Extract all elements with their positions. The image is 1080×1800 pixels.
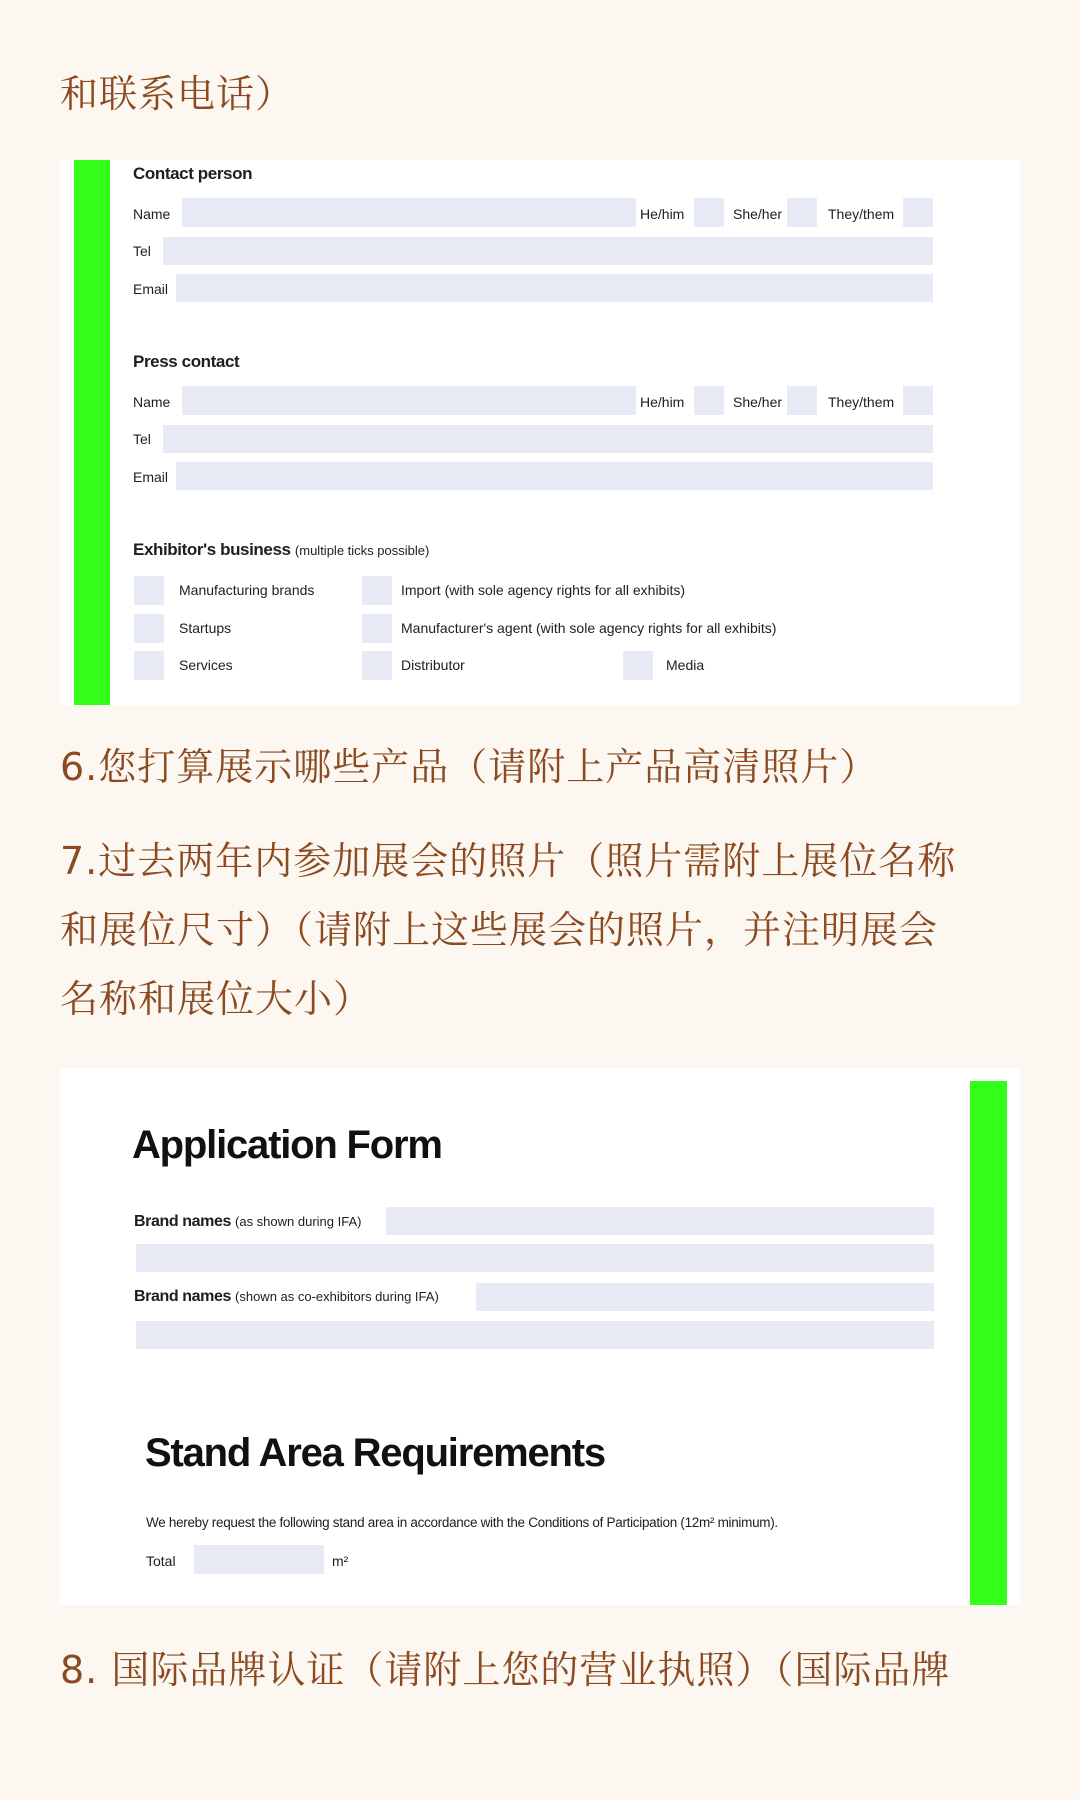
brand-names-field[interactable] (386, 1207, 934, 1235)
press-pronoun-he-checkbox[interactable] (694, 386, 724, 415)
business-distributor-checkbox[interactable] (362, 651, 392, 680)
business-agent-label: Manufacturer's agent (with sole agency rights for all exhibits) (401, 620, 777, 636)
contact-tel-label: Tel (133, 243, 151, 259)
business-startups-label: Startups (179, 620, 232, 636)
stand-area-text: We hereby request the following stand area in accordance with the Conditions of Participation (12m² minimum). (146, 1515, 778, 1530)
business-title: Exhibitor's business (133, 540, 291, 559)
press-name-label: Name (133, 394, 171, 410)
press-tel-label: Tel (133, 431, 151, 447)
press-email-label: Email (133, 469, 169, 485)
form-image-application (60, 1068, 1020, 1605)
business-startups-checkbox[interactable] (134, 614, 164, 643)
brand-names-note: (as shown during IFA) (235, 1214, 362, 1229)
contact-name-label: Name (133, 206, 171, 222)
brand-names-label (134, 1213, 361, 1231)
contact-pronoun-they-label: They/them (828, 206, 895, 222)
contact-email-label: Email (133, 281, 169, 297)
business-services-checkbox[interactable] (134, 651, 164, 680)
text-question-7-line-3: 名称和展位大小） (60, 977, 373, 1021)
press-contact-heading: Press contact (133, 352, 240, 371)
coexhibitor-brand-names-field[interactable] (476, 1283, 934, 1311)
business-heading (133, 540, 429, 560)
press-pronoun-she-checkbox[interactable] (787, 386, 817, 415)
business-media-checkbox[interactable] (623, 651, 653, 680)
business-manufacturing-checkbox[interactable] (134, 576, 164, 605)
business-agent-checkbox[interactable] (362, 614, 392, 643)
press-email-field[interactable] (176, 462, 933, 490)
press-pronoun-they-label: They/them (828, 394, 895, 410)
text-question-7-line-1: 7.过去两年内参加展会的照片（照片需附上展位名称 (60, 839, 957, 883)
green-accent-bar (74, 160, 110, 705)
press-pronoun-she-label: She/her (733, 394, 783, 410)
business-note: (multiple ticks possible) (294, 543, 430, 558)
business-manufacturing-label: Manufacturing brands (179, 582, 315, 598)
stand-unit-label: m² (332, 1553, 349, 1569)
contact-person-heading: Contact person (133, 164, 253, 183)
application-form-title: Application Form (132, 1123, 442, 1167)
business-services-label: Services (179, 657, 233, 673)
business-import-checkbox[interactable] (362, 576, 392, 605)
contact-pronoun-he-checkbox[interactable] (694, 198, 724, 227)
contact-name-field[interactable] (182, 198, 636, 227)
business-distributor-label: Distributor (401, 657, 465, 673)
contact-tel-field[interactable] (163, 237, 933, 265)
stand-total-field[interactable] (194, 1545, 324, 1574)
contact-pronoun-she-label: She/her (733, 206, 783, 222)
form-image-contacts (60, 160, 1020, 705)
coexhibitor-brand-names-note: (shown as co-exhibitors during IFA) (235, 1289, 439, 1304)
business-media-label: Media (666, 657, 705, 673)
business-import-label: Import (with sole agency rights for all exhibits) (401, 582, 685, 598)
press-name-field[interactable] (182, 386, 636, 415)
stand-area-title: Stand Area Requirements (145, 1431, 605, 1475)
press-pronoun-he-label: He/him (640, 394, 685, 410)
contact-pronoun-he-label: He/him (640, 206, 685, 222)
text-question-7-line-2: 和展位尺寸）（请附上这些展会的照片，并注明展会 (60, 908, 939, 952)
contact-pronoun-she-checkbox[interactable] (787, 198, 817, 227)
brand-names-field-line-2[interactable] (136, 1244, 934, 1272)
press-tel-field[interactable] (163, 425, 933, 453)
coexhibitor-brand-names-title: Brand names (134, 1288, 231, 1305)
green-accent-bar (970, 1081, 1007, 1605)
contact-pronoun-they-checkbox[interactable] (903, 198, 933, 227)
brand-names-title: Brand names (134, 1213, 231, 1230)
text-line-contact-phone: 和联系电话） (60, 72, 295, 116)
text-question-8: 8. 国际品牌认证（请附上您的营业执照）（国际品牌 (60, 1648, 951, 1692)
contact-email-field[interactable] (176, 274, 933, 302)
text-question-6: 6.您打算展示哪些产品（请附上产品高清照片） (60, 745, 879, 789)
coexhibitor-brand-names-field-line-2[interactable] (136, 1321, 934, 1349)
stand-total-label: Total (146, 1553, 176, 1569)
press-pronoun-they-checkbox[interactable] (903, 386, 933, 415)
coexhibitor-brand-names-label (134, 1288, 439, 1306)
